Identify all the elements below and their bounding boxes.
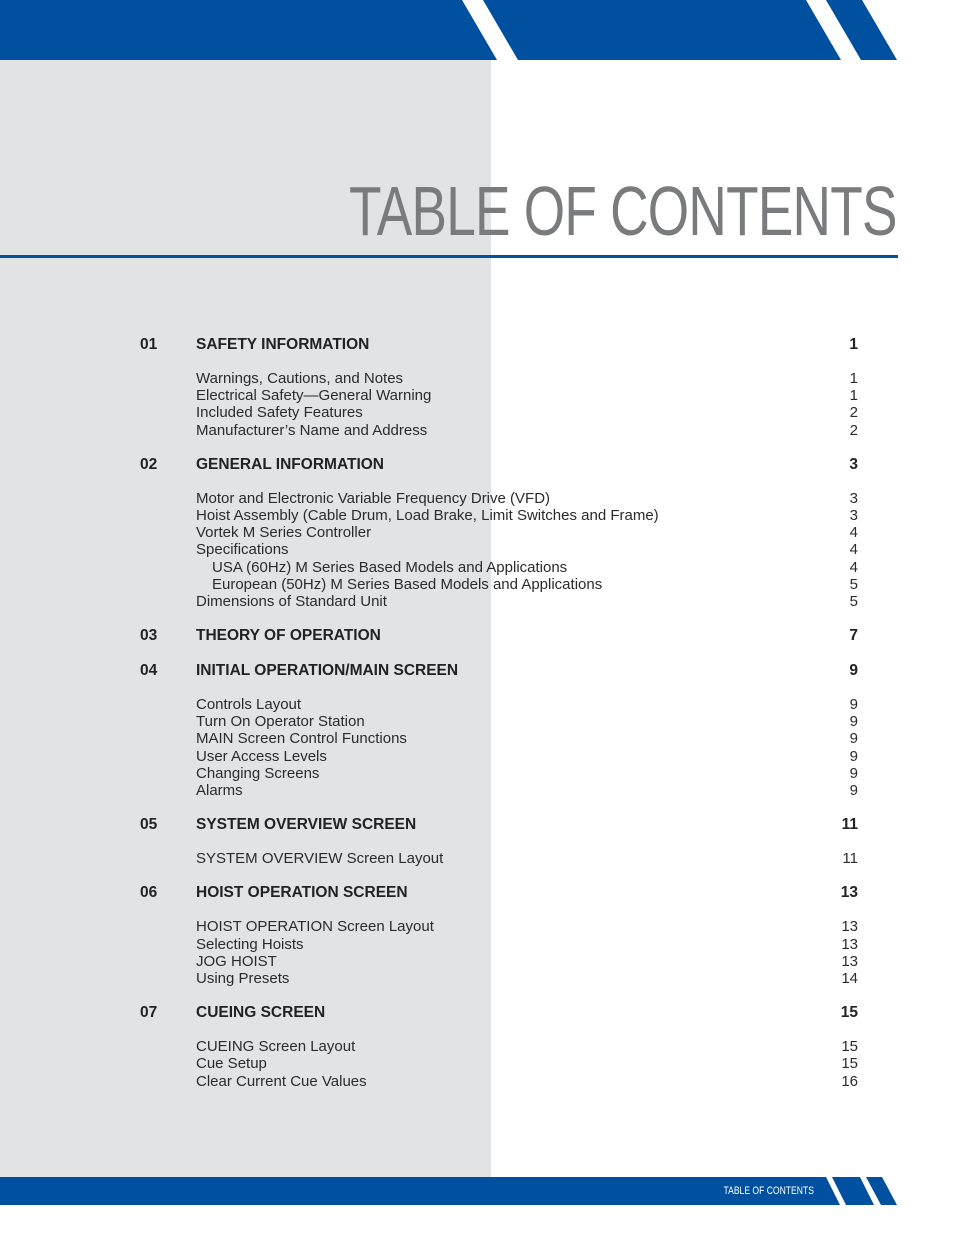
entry-label: Controls Layout xyxy=(196,696,302,714)
entry-page-number: 9 xyxy=(849,782,858,799)
entry-label: Manufacturer’s Name and Address xyxy=(196,421,428,439)
entry-page-number: 1 xyxy=(849,387,858,405)
section-title: GENERAL INFORMATION xyxy=(196,455,385,473)
entry-page-number: 9 xyxy=(849,696,858,714)
toc-entry[interactable] xyxy=(140,370,858,387)
toc-section xyxy=(140,816,858,867)
section-heading[interactable] xyxy=(140,884,858,902)
toc-section xyxy=(140,662,858,799)
section-entries xyxy=(140,1038,858,1090)
section-heading[interactable] xyxy=(140,1004,858,1022)
toc-subentry[interactable] xyxy=(140,576,858,593)
section-title: HOIST OPERATION SCREEN xyxy=(196,884,408,902)
entry-page-number: 14 xyxy=(841,969,858,987)
entry-page-number: 15 xyxy=(841,1055,858,1073)
entry-label: Warnings, Cautions, and Notes xyxy=(196,370,404,387)
toc-section xyxy=(140,627,858,645)
toc-entry[interactable] xyxy=(140,1073,858,1090)
entry-page-number: 3 xyxy=(849,506,858,524)
entry-page-number: 5 xyxy=(849,592,858,610)
toc-entry[interactable] xyxy=(140,387,858,404)
header-stripe-right xyxy=(826,0,897,60)
entry-label: Changing Screens xyxy=(196,764,320,782)
section-number: 04 xyxy=(140,662,158,680)
entry-label: Specifications xyxy=(196,541,289,559)
toc-entry[interactable] xyxy=(140,713,858,730)
toc-entry[interactable] xyxy=(140,524,858,541)
header-banner xyxy=(0,0,954,60)
section-number: 03 xyxy=(140,627,158,645)
section-number: 02 xyxy=(140,455,158,473)
entry-label: JOG HOIST xyxy=(196,952,277,970)
toc-entry[interactable] xyxy=(140,541,858,558)
section-entries xyxy=(140,918,858,987)
toc-entry[interactable] xyxy=(140,490,858,507)
entry-label: CUEING Screen Layout xyxy=(196,1038,356,1056)
section-number: 07 xyxy=(140,1004,158,1022)
entry-page-number: 1 xyxy=(849,370,858,387)
section-entries xyxy=(140,696,858,799)
section-title: SYSTEM OVERVIEW SCREEN xyxy=(196,816,417,834)
entry-label: Electrical Safety—General Warning xyxy=(196,387,432,405)
toc-subentry[interactable] xyxy=(140,559,858,576)
section-heading[interactable] xyxy=(140,662,858,680)
entry-label: USA (60Hz) M Series Based Models and Applications xyxy=(212,558,568,576)
section-entries xyxy=(140,490,858,610)
entry-label: Turn On Operator Station xyxy=(196,713,365,731)
header-bar-left xyxy=(0,0,497,60)
entry-label: SYSTEM OVERVIEW Screen Layout xyxy=(196,850,444,868)
section-page-number: 1 xyxy=(849,336,858,353)
toc-entry[interactable] xyxy=(140,593,858,610)
entry-label: HOIST OPERATION Screen Layout xyxy=(196,918,434,936)
page-title: TABLE OF CONTENTS xyxy=(349,172,897,250)
entry-page-number: 15 xyxy=(841,1038,858,1056)
toc-entry[interactable] xyxy=(140,782,858,799)
toc-section xyxy=(140,456,858,610)
footer-bar xyxy=(0,1177,840,1205)
entry-page-number: 13 xyxy=(841,952,858,970)
section-heading[interactable] xyxy=(140,816,858,834)
toc-entry[interactable] xyxy=(140,765,858,782)
section-page-number: 15 xyxy=(840,1004,858,1022)
section-title: THEORY OF OPERATION xyxy=(196,627,381,645)
toc-entry[interactable] xyxy=(140,918,858,935)
section-page-number: 11 xyxy=(841,816,858,834)
entry-label: Motor and Electronic Variable Frequency Drive (VFD) xyxy=(196,489,551,507)
entry-page-number: 9 xyxy=(849,764,858,782)
section-title: SAFETY INFORMATION xyxy=(196,336,370,353)
entry-page-number: 4 xyxy=(849,524,858,542)
section-title: INITIAL OPERATION/MAIN SCREEN xyxy=(196,662,459,680)
entry-page-number: 9 xyxy=(849,747,858,765)
section-number: 01 xyxy=(140,336,158,353)
section-page-number: 9 xyxy=(849,662,858,680)
entry-label: User Access Levels xyxy=(196,747,327,765)
toc-entry[interactable] xyxy=(140,970,858,987)
section-entries xyxy=(140,370,858,439)
entry-label: European (50Hz) M Series Based Models and Applications xyxy=(212,575,603,593)
entry-page-number: 5 xyxy=(849,575,858,593)
section-heading[interactable] xyxy=(140,456,858,474)
toc-entry[interactable] xyxy=(140,850,858,867)
toc-entry[interactable] xyxy=(140,696,858,713)
entry-label: Selecting Hoists xyxy=(196,935,304,953)
entry-page-number: 9 xyxy=(849,730,858,748)
footer-label: TABLE OF CONTENTS xyxy=(723,1185,814,1197)
toc-entry[interactable] xyxy=(140,730,858,747)
entry-page-number: 11 xyxy=(842,850,858,868)
entry-label: Included Safety Features xyxy=(196,404,363,422)
toc-section xyxy=(140,1004,858,1090)
entry-page-number: 13 xyxy=(841,935,858,953)
entry-label: Cue Setup xyxy=(196,1055,267,1073)
toc-entry[interactable] xyxy=(140,507,858,524)
section-heading[interactable] xyxy=(140,336,858,354)
section-page-number: 3 xyxy=(849,455,858,473)
entry-label: Alarms xyxy=(196,782,243,799)
toc-entry[interactable] xyxy=(140,953,858,970)
entry-page-number: 2 xyxy=(849,421,858,439)
toc-entry[interactable] xyxy=(140,1055,858,1072)
entry-label: MAIN Screen Control Functions xyxy=(196,730,407,748)
title-underline xyxy=(0,255,898,258)
toc-entry[interactable] xyxy=(140,936,858,953)
entry-label: Hoist Assembly (Cable Drum, Load Brake, Limit Switches and Frame) xyxy=(196,506,659,524)
section-page-number: 7 xyxy=(849,627,858,645)
toc-section xyxy=(140,884,858,987)
entry-page-number: 2 xyxy=(849,404,858,422)
section-entries xyxy=(140,850,858,867)
entry-label: Using Presets xyxy=(196,969,290,987)
entry-page-number: 3 xyxy=(849,489,858,507)
toc-entry[interactable] xyxy=(140,422,858,439)
toc-entry[interactable] xyxy=(140,1038,858,1055)
toc-list xyxy=(140,336,858,1107)
toc-entry[interactable] xyxy=(140,748,858,765)
entry-page-number: 4 xyxy=(849,541,858,559)
section-heading[interactable] xyxy=(140,627,858,645)
entry-label: Dimensions of Standard Unit xyxy=(196,592,387,610)
section-title: CUEING SCREEN xyxy=(196,1004,326,1022)
entry-page-number: 4 xyxy=(849,558,858,576)
entry-label: Clear Current Cue Values xyxy=(196,1072,367,1090)
header-bar-middle xyxy=(483,0,841,60)
entry-label: Vortek M Series Controller xyxy=(196,524,372,542)
section-number: 05 xyxy=(140,816,158,834)
footer-stripe-1 xyxy=(832,1177,874,1205)
toc-section xyxy=(140,336,858,439)
section-number: 06 xyxy=(140,884,158,902)
entry-page-number: 13 xyxy=(841,918,858,936)
entry-page-number: 9 xyxy=(849,713,858,731)
section-page-number: 13 xyxy=(840,884,858,902)
entry-page-number: 16 xyxy=(841,1072,858,1090)
toc-entry[interactable] xyxy=(140,404,858,421)
